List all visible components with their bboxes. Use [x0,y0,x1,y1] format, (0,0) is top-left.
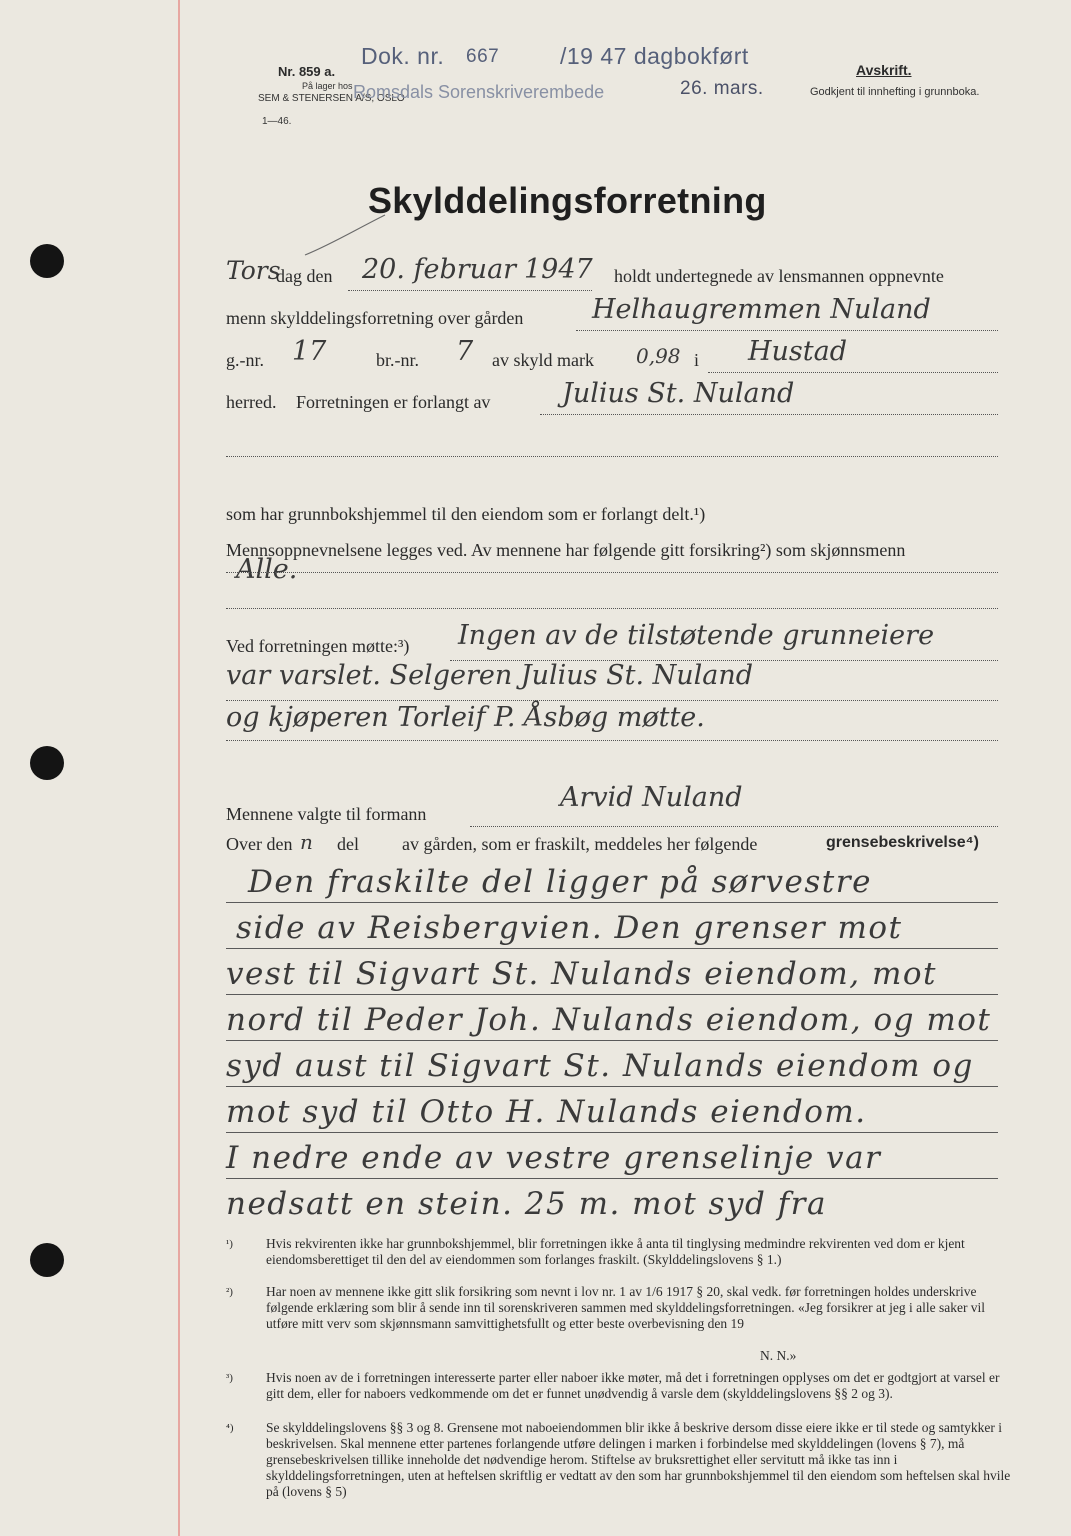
attended-line [226,700,998,701]
i-label: i [694,350,700,370]
farm-label: menn skylddelingsforretning over gården [226,308,524,328]
attended-line [226,740,998,741]
skyld-value: 0,98 [636,344,681,368]
footnote-number: ¹) [226,1238,233,1250]
margin-line [178,0,180,1536]
chairman-handwritten: Arvid Nuland [560,782,743,813]
grunnbok-text: som har grunnbokshjemmel til den eiendom som er forlangt delt.¹) [226,504,706,524]
pen-scribble [300,210,390,260]
date-handwritten: 20. februar [362,254,517,285]
over-handwritten: n [300,830,313,854]
attended-handwritten: Ingen av de tilstøtende grunneiere [458,620,935,651]
del-label: del [337,834,359,854]
requested-label: Forretningen er forlangt av [296,392,491,412]
skyld-label: av skyld mark [492,350,594,370]
bnr-label: br.-nr. [376,350,419,370]
boundary-label: grensebeskrivelse⁴) [826,834,979,851]
bnr-value: 7 [456,336,474,367]
punch-hole [30,1243,64,1277]
gnr-label: g.-nr. [226,350,264,370]
footnote-text: N. N.» [760,1348,797,1363]
boundary-line: nord til Peder Joh. Nulands eiendom, og mot [226,1002,992,1038]
attended-handwritten: og kjøperen Torleif P. Åsbøg møtte. [226,702,705,733]
weekday-handwritten: Tors [226,256,281,285]
footnote-text: Hvis rekvirenten ikke har grunnbokshjemmel, blir forretningen ikke å anta til tinglysing medmindre rekvirenten ved dom er kjent eiendomsberettiget til den del av eiendommen som forlanges fraskilt. (Skylddelingslovens § 1.) [266,1236,965,1267]
assurance-handwritten: Alle. [236,554,298,585]
blank-line [226,608,998,609]
ruled-line [226,1040,998,1041]
boundary-line: syd aust til Sigvart St. Nulands eiendom og [226,1048,974,1084]
chairman-line [470,826,998,827]
blank-line [226,572,998,573]
boundary-line: Den fraskilte del ligger på sørvestre [248,864,872,900]
farm-line [576,330,998,331]
ruled-line [226,1132,998,1133]
ruled-line [226,948,998,949]
footnote-number: ⁴) [226,1422,234,1434]
ruled-line [226,902,998,903]
form-number: Nr. 859 a. [278,64,336,79]
year-handwritten: 1947 [524,254,593,285]
municipality-line [708,372,998,373]
footnote-number: ²) [226,1286,233,1298]
chairman-label: Mennene valgte til formann [226,804,427,824]
ruled-line [226,994,998,995]
stamp-dok-label: Dok. nr. [361,43,445,69]
boundary-line: I nedre ende av vestre grenselinje var [226,1140,882,1176]
stamp-date: 26. mars. [680,78,764,99]
farm-name-handwritten: Helhaugremmen Nuland [592,294,931,325]
blank-line [226,456,998,457]
attended-handwritten: var varslet. Selgeren Julius St. Nuland [226,660,754,691]
footnote-text: Hvis noen av de i forretningen interesserte parter eller naboer ikke møter, må det i forretningen opplyses om det er godtgjort at varsel er gitt dem, eller for naboers vedkommende om det er funnet unødvendig å varsle dem (skylddelingslovens §§ 2 og 3). [266,1370,1000,1401]
document-title: Skylddelingsforretning [368,180,767,221]
ruled-line [226,1086,998,1087]
footnote-text: Har noen av mennene ikke gitt slik forsikring som nevnt i lov nr. 1 av 1/6 1917 § 20, skal vedk. før forretningen holdes underskrive følgende erklæring som blir å sende inn til sorenskriveren sammen med skylddelingsforretningen. «Jeg forsikrer at jeg i alle saker vil utføre mitt verv som skjønnsmann samvittighetsfullt og etter beste overbevisning den 19 [266,1284,986,1331]
footnote-text: Se skylddelingslovens §§ 3 og 8. Grensene mot naboeiendommen blir ikke å beskrive dersom disse eiere ikke er til stede og samtykker i beskrivelsen. Skal mennene etter partenes forlangende utføre delingen i marken i forbindelse med skylddelingen (lovens § 7), må grensebeskrivelsen tillike inneholde det nødvendige herom. Stiftelse av bruksrettighet eller servitutt må ikke tas inn i skylddelingsforretningen, uten at heftelsen skriftlig er vedtatt av den som har grunnbokshjemmel til den eiendom som heftelsen skal hvile på (lovens § 5) [266,1420,1011,1499]
copy-label: Avskrift. [856,62,912,78]
publisher-line: 1—46. [262,116,292,127]
approved-text: Godkjent til innhefting i grunnboka. [810,86,980,98]
stamp-year: /19 47 dagbokført [560,43,749,69]
attended-label: Ved forretningen møtte:³) [226,636,410,656]
gnr-value: 17 [292,336,327,367]
boundary-intro: av gården, som er fraskilt, meddeles her følgende [402,834,758,854]
stamp-dok-number: 667 [466,46,500,67]
publisher-line: SEM & STENERSEN A/S, OSLO [258,93,405,104]
stamp-office: Romsdals Sorenskriverembede [353,82,605,102]
requested-by-handwritten: Julius St. Nuland [562,378,795,409]
boundary-line: mot syd til Otto H. Nulands eiendom. [226,1094,867,1130]
over-label: Over den [226,834,293,854]
publisher-line: På lager hos [302,81,353,91]
herred-label: herred. [226,392,277,412]
requested-line [540,414,998,415]
boundary-line: vest til Sigvart St. Nulands eiendom, mot [226,956,938,992]
footnote-number: ³) [226,1372,233,1384]
line1-text: holdt undertegnede av lensmannen oppnevnte [614,266,944,286]
ruled-line [226,1178,998,1179]
day-label: dag den [276,266,333,286]
boundary-line: side av Reisbergvien. Den grenser mot [236,910,903,946]
mennsopp-text: Mennsoppnevnelsene legges ved. Av mennene har følgende gitt forsikring²) som skjønnsmenn [226,540,906,560]
municipality-handwritten: Hustad [748,336,848,367]
date-line [348,290,592,291]
punch-hole [30,244,64,278]
boundary-line: nedsatt en stein. 25 m. mot syd fra [226,1186,827,1222]
punch-hole [30,746,64,780]
